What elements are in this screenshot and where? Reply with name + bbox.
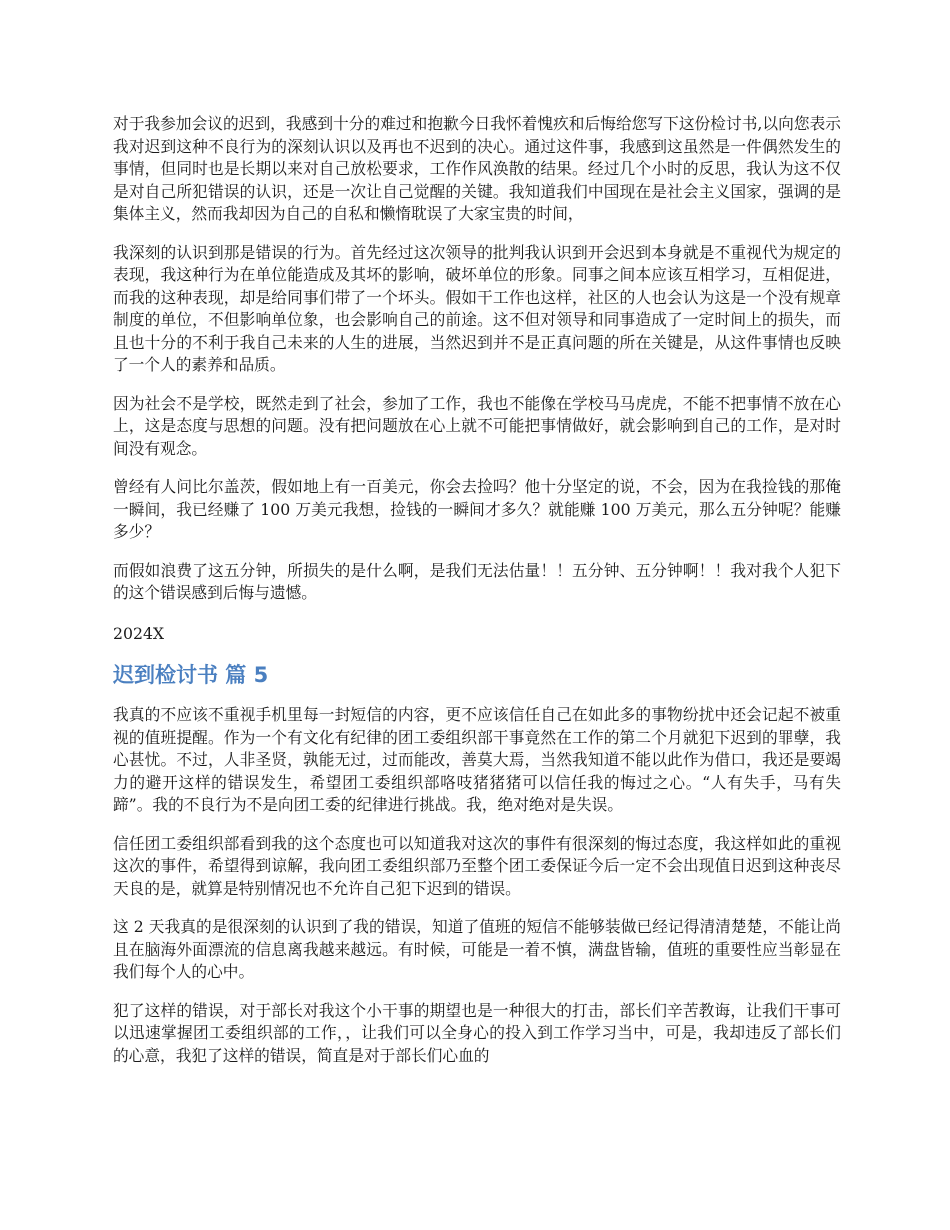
paragraph: 因为社会不是学校，既然走到了社会，参加了工作，我也不能像在学校马马虎虎，不能不把事情不放在心上，这是态度与思想的问题。没有把问题放在心上就不可能把事情做好，就会影响到自己的工作，是对时间没有观念。 [113,393,841,458]
paragraph: 对于我参加会议的迟到，我感到十分的难过和抱歉今日我怀着愧疚和后悔给您写下这份检讨书,以向您表示我对迟到这种不良行为的深刻认识以及再也不迟到的决心。通过这件事，我感到这虽然是一件偶然发生的事情，但同时也是长期以来对自己放松要求，工作作风涣散的结果。经过几个小时的反思，我认为这不仅是对自己所犯错误的认识，还是一次让自己觉醒的关键。我知道我们中国现在是社会主义国家，强调的是集体主义，然而我却因为自己的自私和懒惰耽误了大家宝贵的时间， [113,114,841,223]
paragraph: 我深刻的认识到那是错误的行为。首先经过这次领导的批判我认识到开会迟到本身就是不重视代为规定的表现，我这种行为在单位能造成及其坏的影响，破坏单位的形象。同事之间本应该互相学习，互相促进，而我的这种表现，却是给同事们带了一个坏头。假如干工作也这样，社区的人也会认为这是一个没有规章制度的单位，不但影响单位象，也会影响自己的前途。这不但对领导和同事造成了一定时间上的损失，而且也十分的不利于我自己未来的人生的进展，当然迟到并不是正真问题的所在关键是，从这件事情也反映了一个人的素养和品质。 [113,242,841,374]
section-heading: 迟到检讨书 篇 5 [113,663,269,687]
paragraph: 我真的不应该不重视手机里每一封短信的内容，更不应该信任自己在如此多的事物纷扰中还会记起不被重视的值班提醒。作为一个有文化有纪律的团工委组织部干事竟然在工作的第二个月就犯下迟到的罪孽，我心甚忧。不过，人非圣贤，孰能无过，过而能改，善莫大焉，当然我知道不能以此作为借口，我还是要竭力的避开这样的错误发生，希望团工委组织部咯吱猪猪猪可以信任我的悔过之心。“人有失手，马有失蹄”。我的不良行为不是向团工委的纪律进行挑战。我，绝对绝对是失误。 [113,705,841,814]
paragraph: 曾经有人问比尔盖茨，假如地上有一百美元，你会去捡吗？他十分坚定的说，不会，因为在我捡钱的那俺一瞬间，我已经赚了 100 万美元我想，捡钱的一瞬间才多久？就能赚 100 万美元，那么五分钟呢？能赚多少？ [113,477,841,541]
paragraph: 而假如浪费了这五分钟，所损失的是什么啊，是我们无法估量！！五分钟、五分钟啊！！我对我个人犯下的这个错误感到后悔与遗憾。 [113,560,841,602]
year-line: 2024X [113,623,165,643]
paragraph: 这 2 天我真的是很深刻的认识到了我的错误，知道了值班的短信不能够装做已经记得清清楚楚，不能让尚且在脑海外面漂流的信息离我越来越远。有时候，可能是一着不慎，满盘皆输，值班的重要性应当彰显在我们每个人的心中。 [113,917,841,981]
paragraph: 犯了这样的错误，对于部长对我这个小干事的期望也是一种很大的打击，部长们辛苦教诲，让我们干事可以迅速掌握团工委组织部的工作，，让我们可以全身心的投入到工作学习当中，可是，我却违反了部长们的心意，我犯了这样的错误，简直是对于部长们心血的 [113,1000,841,1065]
document-page [113,113,841,1083]
paragraph: 信任团工委组织部看到我的这个态度也可以知道我对这次的事件有很深刻的悔过态度，我这样如此的重视这次的事件，希望得到谅解，我向团工委组织部乃至整个团工委保证今后一定不会出现值日迟到这种丧尽天良的是，就算是特别情况也不允许自己犯下迟到的错误。 [113,833,841,898]
